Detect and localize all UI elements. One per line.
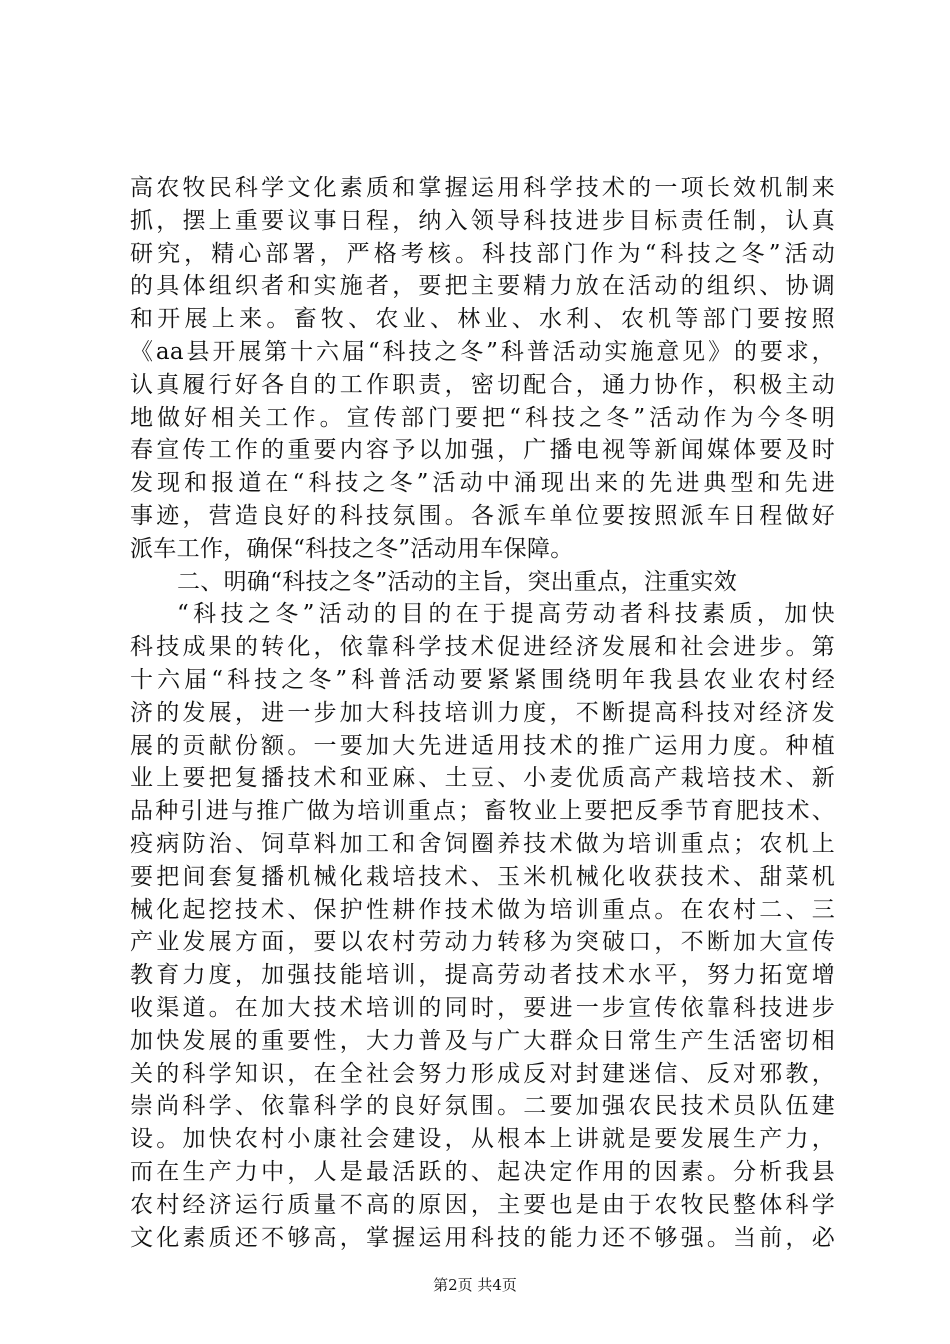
text-line: 高农牧民科学文化素质和掌握运用科学技术的一项长效机制来 bbox=[130, 175, 835, 201]
text-line: 抓，摆上重要议事日程，纳入领导科技进步目标责任制，认真 bbox=[130, 207, 835, 234]
text-line: 科技成果的转化，依靠科学技术促进经济发展和社会进步。第 bbox=[130, 634, 835, 661]
text-line: 的具体组织者和实施者，要把主要精力放在活动的组织、协调 bbox=[130, 273, 835, 300]
text-line: 设。加快农村小康社会建设，从根本上讲就是要发展生产力， bbox=[130, 1126, 835, 1153]
section-heading: 二、明确“科技之冬”活动的主旨，突出重点，注重实效 bbox=[177, 568, 738, 595]
text-line: 械化起挖技术、保护性耕作技术做为培训重点。在农村二、三 bbox=[130, 896, 835, 923]
text-line: 事迹，营造良好的科技氛围。各派车单位要按照派车日程做好 bbox=[130, 502, 835, 529]
text-line: 要把间套复播机械化栽培技术、玉米机械化收获技术、甜菜机 bbox=[130, 863, 835, 890]
text-line: 派车工作，确保“科技之冬”活动用车保障。 bbox=[130, 535, 574, 562]
text-line: 认真履行好各自的工作职责，密切配合，通力协作，积极主动 bbox=[130, 371, 835, 398]
text-line: 疫病防治、饲草料加工和舍饲圈养技术做为培训重点；农机上 bbox=[130, 830, 835, 857]
text-line: 文化素质还不够高，掌握运用科技的能力还不够强。当前，必 bbox=[130, 1224, 835, 1251]
text-line: 研究，精心部署，严格考核。科技部门作为“科技之冬”活动 bbox=[130, 240, 835, 267]
text-line: 农村经济运行质量不高的原因，主要也是由于农牧民整体科学 bbox=[130, 1191, 835, 1218]
page-number-label: 第2页 共4页 bbox=[433, 1276, 517, 1294]
text-line: 和开展上来。畜牧、农业、林业、水利、农机等部门要按照 bbox=[130, 306, 835, 333]
text-line: 产业发展方面，要以农村劳动力转移为突破口，不断加大宣传 bbox=[130, 929, 835, 956]
page-footer bbox=[0, 1275, 950, 1295]
document-body bbox=[130, 172, 835, 1254]
text-line: 展的贡献份额。一要加大先进适用技术的推广运用力度。种植 bbox=[130, 732, 835, 759]
text-line: 关的科学知识，在全社会努力形成反对封建迷信、反对邪教， bbox=[130, 1060, 835, 1087]
text-line: 而在生产力中，人是最活跃的、起决定作用的因素。分析我县 bbox=[130, 1158, 835, 1185]
text-line: 业上要把复播技术和亚麻、土豆、小麦优质高产栽培技术、新 bbox=[130, 765, 835, 792]
text-line: 地做好相关工作。宣传部门要把“科技之冬”活动作为今冬明 bbox=[130, 404, 835, 431]
text-line: “科技之冬”活动的目的在于提高劳动者科技素质，加快 bbox=[177, 601, 835, 628]
text-line: 济的发展，进一步加大科技培训力度，不断提高科技对经济发 bbox=[130, 699, 835, 726]
text-line: 崇尚科学、依靠科学的良好氛围。二要加强农民技术员队伍建 bbox=[130, 1093, 835, 1120]
text-line: 收渠道。在加大技术培训的同时，要进一步宣传依靠科技进步 bbox=[130, 994, 835, 1021]
text-line: 加快发展的重要性，大力普及与广大群众日常生产生活密切相 bbox=[130, 1027, 835, 1054]
text-line: 《aa县开展第十六届“科技之冬”科普活动实施意见》的要求， bbox=[130, 338, 835, 365]
text-line: 发现和报道在“科技之冬”活动中涌现出来的先进典型和先进 bbox=[130, 470, 835, 497]
text-line: 十六届“科技之冬”科普活动要紧紧围绕明年我县农业农村经 bbox=[130, 666, 835, 693]
text-line: 春宣传工作的重要内容予以加强，广播电视等新闻媒体要及时 bbox=[130, 437, 835, 464]
text-line: 教育力度，加强技能培训，提高劳动者技术水平，努力拓宽增 bbox=[130, 962, 835, 989]
text-line: 品种引进与推广做为培训重点；畜牧业上要把反季节育肥技术、 bbox=[130, 798, 835, 825]
